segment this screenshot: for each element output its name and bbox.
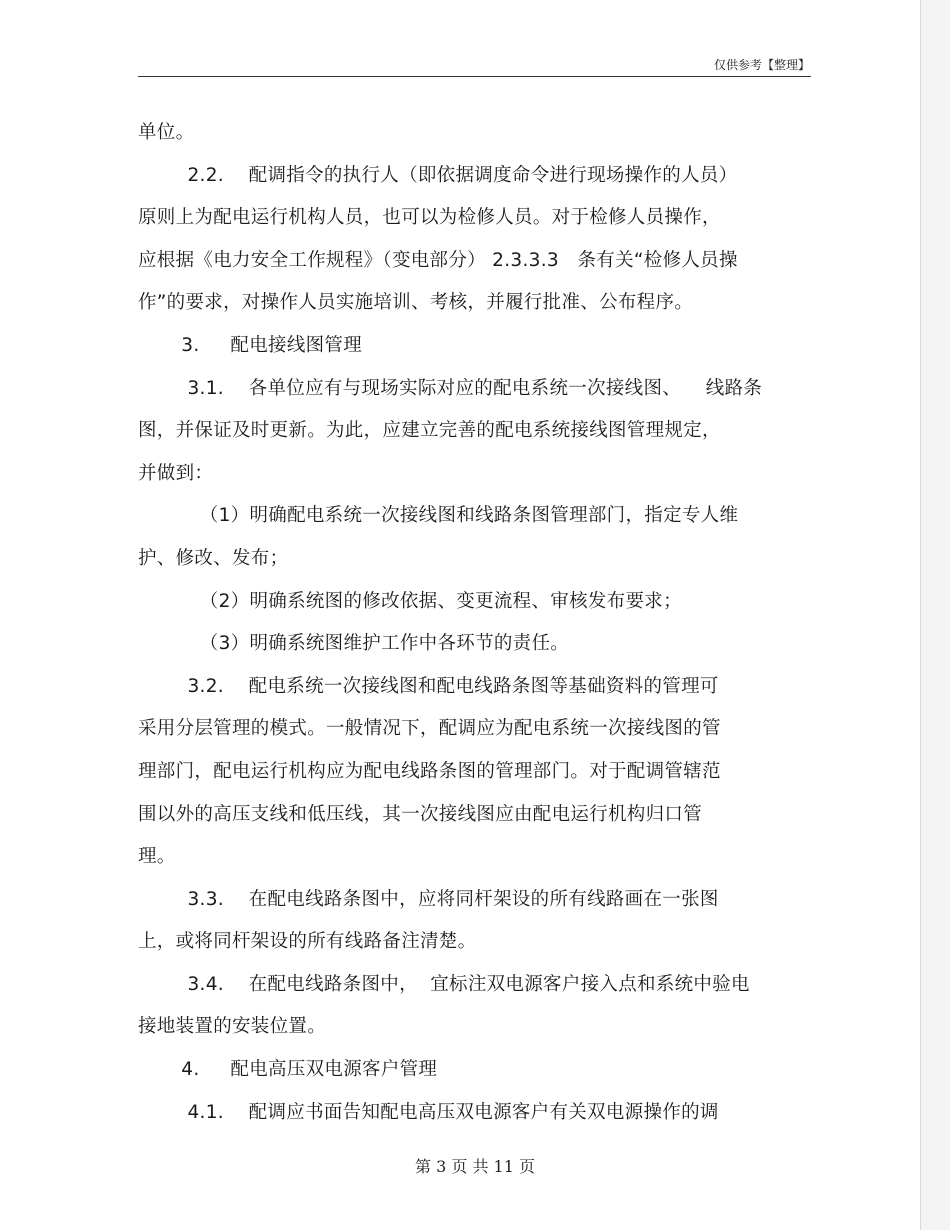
text-line: 单位。 xyxy=(138,122,195,143)
section-heading: 3. 配电接线图管理 xyxy=(138,334,363,356)
list-item: （2）明确系统图的修改依据、变更流程、审核发布要求； xyxy=(138,590,682,612)
document-body xyxy=(138,112,818,1134)
text-line: 并做到： xyxy=(138,462,214,484)
text-line: 围以外的高压支线和低压线，其一次接线图应由配电运行机构归口管 xyxy=(138,803,703,825)
text-line: 原则上为配电运行机构人员，也可以为检修人员。对于检修人员操作， xyxy=(138,207,721,229)
text-line: 3.2. 配电系统一次接线图和配电线路条图等基础资料的管理可 xyxy=(138,675,719,697)
text-line: 3.3. 在配电线路条图中，应将同杆架设的所有线路画在一张图 xyxy=(138,888,719,910)
list-item: （3）明确系统图维护工作中各环节的责任。 xyxy=(138,633,570,655)
text-line: 护、修改、发布； xyxy=(138,547,289,569)
text-line: 4.1. 配调应书面告知配电高压双电源客户有关双电源操作的调 xyxy=(138,1101,719,1123)
text-line: 3.4. 在配电线路条图中， 宜标注双电源客户接入点和系统中验电 xyxy=(138,973,750,995)
text-line: 图，并保证及时更新。为此，应建立完善的配电系统接线图管理规定， xyxy=(138,420,721,442)
page-number: 第 3 页 共 11 页 xyxy=(415,1157,535,1176)
section-heading: 4. 配电高压双电源客户管理 xyxy=(138,1059,438,1081)
text-line: 上，或将同杆架设的所有线路备注清楚。 xyxy=(138,931,477,953)
text-line: 应根据《电力安全工作规程》（变电部分） 2.3.3.3 条有关“检修人员操 xyxy=(138,249,738,271)
text-line: 理部门，配电运行机构应为配电线路条图的管理部门。对于配调管辖范 xyxy=(138,760,721,782)
text-line: 作”的要求，对操作人员实施培训、考核，并履行批准、公布程序。 xyxy=(138,292,694,314)
text-line: 2.2. 配调指令的执行人（即依据调度命令进行现场操作的人员） xyxy=(138,164,738,186)
page-header: 仅供参考【整理】 xyxy=(713,58,810,72)
text-line: 接地装置的安装位置。 xyxy=(138,1016,327,1038)
text-line: 理。 xyxy=(138,846,176,868)
list-item: （1）明确配电系统一次接线图和线路条图管理部门，指定专人维 xyxy=(138,505,739,527)
header-divider xyxy=(138,76,811,77)
text-line: 采用分层管理的模式。一般情况下，配调应为配电系统一次接线图的管 xyxy=(138,718,721,740)
text-line: 3.1. 各单位应有与现场实际对应的配电系统一次接线图、 线路条 xyxy=(138,377,763,399)
